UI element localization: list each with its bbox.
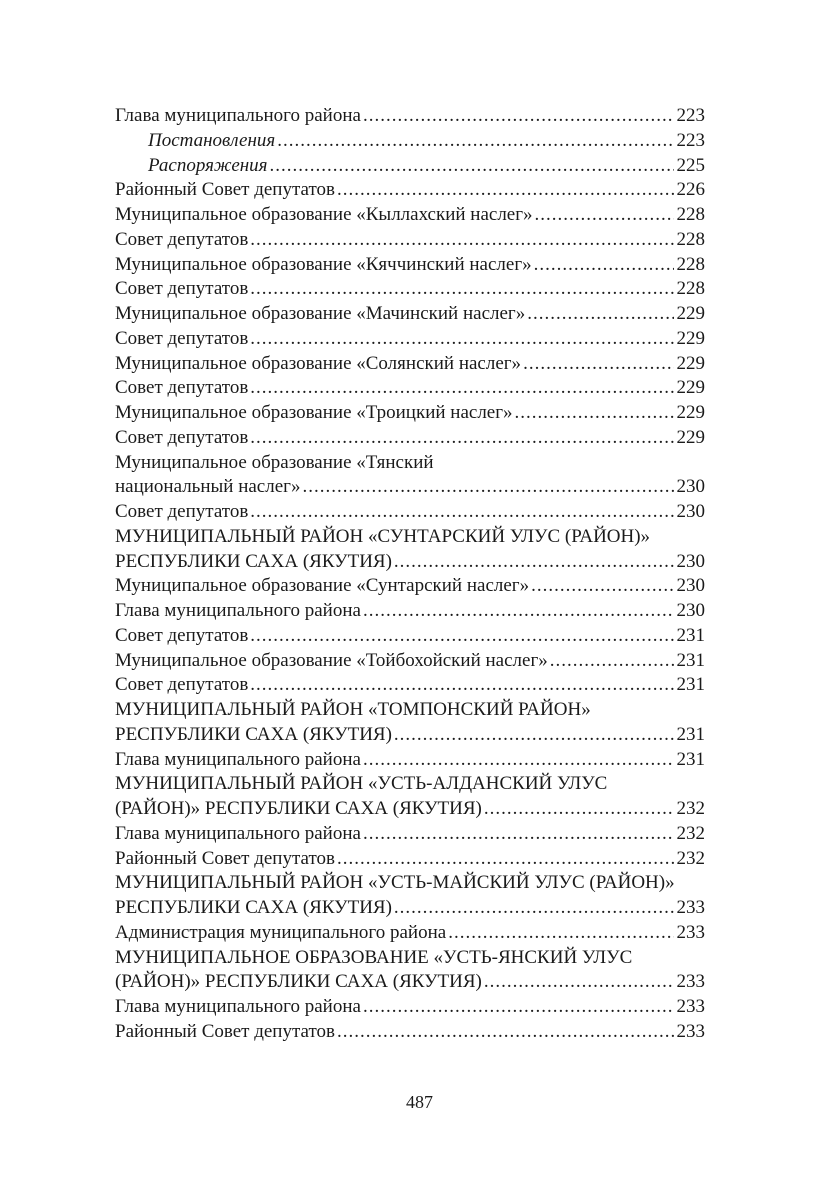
toc-entry-page: 231 — [676, 723, 705, 745]
toc-entry-page: 230 — [676, 550, 705, 572]
toc-entry-title: Муниципальное образование «Сунтарский наслег» — [115, 575, 530, 597]
toc-entry — [115, 896, 705, 921]
toc-entry-title: Совет депутатов — [115, 501, 249, 522]
dot-leader — [363, 748, 674, 773]
toc-entry-title: РЕСПУБЛИКИ САХА (ЯКУТИЯ) — [115, 723, 392, 745]
toc-entry — [115, 228, 705, 253]
dot-leader — [302, 475, 673, 500]
toc-entry-title: Совет депутатов — [115, 228, 249, 250]
toc-entry-title: Муниципальное образование «Мачинский наслег» — [115, 303, 526, 324]
toc-entry-page: 228 — [676, 278, 705, 300]
dot-leader — [550, 649, 674, 674]
toc-entry-page: 228 — [676, 253, 705, 275]
toc-entry-title: Районный Совет депутатов — [115, 847, 335, 869]
toc-entry-title: Муниципальное образование «Тойбохойский наслег» — [115, 649, 548, 671]
toc-entry-page: 223 — [676, 129, 705, 151]
toc-entry — [115, 129, 705, 154]
dot-leader — [394, 723, 674, 748]
toc-entry-page: 232 — [676, 822, 705, 844]
toc-entry — [115, 649, 705, 674]
toc-entry-title: Муниципальное образование «Кыллахский наслег» — [115, 204, 533, 225]
toc-entry-title: МУНИЦИПАЛЬНЫЙ РАЙОН «УСТЬ-МАЙСКИЙ УЛУС (РАЙОН)» — [115, 872, 675, 894]
dot-leader — [250, 327, 673, 352]
toc-entry — [115, 426, 705, 451]
toc-entry-title: (РАЙОН)» РЕСПУБЛИКИ САХА (ЯКУТИЯ) — [115, 971, 482, 993]
toc-entry-title: РЕСПУБЛИКИ САХА (ЯКУТИЯ) — [115, 550, 392, 572]
toc-entry-title: Совет депутатов — [115, 327, 249, 349]
toc-entry-page: 226 — [676, 179, 705, 201]
toc-entry-page: 231 — [676, 748, 705, 770]
toc-entry — [115, 822, 705, 847]
toc-entry — [115, 946, 705, 971]
toc-entry — [115, 178, 705, 203]
toc-entry-title: МУНИЦИПАЛЬНЫЙ РАЙОН «ТОМПОНСКИЙ РАЙОН» — [115, 699, 591, 720]
toc-entry-title: Глава муниципального района — [115, 996, 361, 1017]
toc-entry-title: национальный наслег» — [115, 476, 301, 498]
dot-leader — [250, 624, 673, 649]
toc-entry — [115, 624, 705, 649]
toc-entry-page: 229 — [676, 402, 705, 423]
toc-entry-page: 233 — [676, 971, 705, 993]
toc-entry-page: 232 — [676, 798, 705, 819]
toc-entry — [115, 723, 705, 748]
toc-entry-page: 233 — [676, 996, 705, 1017]
toc-entry-page: 230 — [676, 600, 705, 621]
dot-leader — [337, 1020, 674, 1045]
toc-entry-title: МУНИЦИПАЛЬНОЕ ОБРАЗОВАНИЕ «УСТЬ-ЯНСКИЙ УЛУС — [115, 946, 633, 968]
toc-entry-page: 229 — [676, 352, 705, 374]
toc-entry-title: РЕСПУБЛИКИ САХА (ЯКУТИЯ) — [115, 897, 392, 918]
toc-entry-title: Распоряжения — [148, 154, 268, 176]
toc-entry-page: 231 — [676, 674, 705, 696]
toc-entry — [115, 772, 705, 797]
page-number: 487 — [406, 1092, 433, 1112]
dot-leader — [531, 574, 673, 599]
toc-entry — [115, 277, 705, 302]
toc-entry-title: Муниципальное образование «Троицкий наслег» — [115, 402, 513, 423]
dot-leader — [523, 352, 673, 377]
toc-entry-title: Совет депутатов — [115, 624, 249, 646]
toc-entry — [115, 970, 705, 995]
toc-entry-title: Совет депутатов — [115, 377, 249, 399]
toc-entry-page: 232 — [676, 847, 705, 869]
toc-entry-title: Муниципальное образование «Тянский — [115, 451, 434, 473]
toc-entry-title: Глава муниципального района — [115, 105, 361, 126]
toc-entry — [115, 698, 705, 723]
toc-entry-page: 229 — [676, 426, 705, 448]
toc-entry — [115, 376, 705, 401]
toc-entry-title: Муниципальное образование «Кяччинский наслег» — [115, 253, 532, 275]
toc-entry — [115, 401, 705, 426]
dot-leader — [250, 277, 673, 302]
toc-entry — [115, 1020, 705, 1045]
toc-entry — [115, 921, 705, 946]
toc-entry-title: Муниципальное образование «Солянский наслег» — [115, 352, 522, 374]
toc-entry-page: 225 — [676, 154, 705, 176]
toc-entry-page: 228 — [676, 228, 705, 250]
dot-leader — [484, 970, 674, 995]
toc-entry-page: 233 — [676, 897, 705, 918]
toc-entry — [115, 327, 705, 352]
dot-leader — [363, 822, 674, 847]
toc-entry — [115, 995, 705, 1020]
toc-entry-title: Совет депутатов — [115, 278, 249, 300]
toc-entry-title: Совет депутатов — [115, 426, 249, 448]
toc-entry-page: 233 — [676, 1020, 705, 1042]
dot-leader — [337, 847, 674, 872]
toc-entry — [115, 154, 705, 179]
toc-entry-page: 231 — [676, 624, 705, 646]
dot-leader — [277, 129, 673, 154]
toc-entry-title: МУНИЦИПАЛЬНЫЙ РАЙОН «УСТЬ-АЛДАНСКИЙ УЛУС — [115, 773, 608, 795]
toc-entry-title: Глава муниципального района — [115, 600, 361, 621]
toc-entry — [115, 475, 705, 500]
dot-leader — [515, 401, 674, 426]
dot-leader — [270, 154, 674, 179]
toc-entry-title: Администрация муниципального района — [115, 921, 447, 943]
toc-entry-page: 230 — [676, 575, 705, 597]
toc-entry-title: Глава муниципального района — [115, 822, 361, 844]
toc-entry — [115, 748, 705, 773]
toc-entry — [115, 352, 705, 377]
dot-leader — [250, 228, 673, 253]
dot-leader — [250, 376, 673, 401]
toc-entry-title: Постановления — [148, 129, 276, 151]
toc-entry-page: 230 — [676, 476, 705, 498]
dot-leader — [250, 426, 673, 451]
dot-leader — [394, 896, 674, 921]
dot-leader — [394, 550, 674, 575]
dot-leader — [363, 104, 674, 129]
toc-entry-page: 229 — [676, 377, 705, 399]
toc-entry-page: 231 — [676, 649, 705, 671]
dot-leader — [363, 599, 674, 624]
toc-entry — [115, 599, 705, 624]
toc-entry-title: Районный Совет депутатов — [115, 1020, 335, 1042]
toc-entry-title: (РАЙОН)» РЕСПУБЛИКИ САХА (ЯКУТИЯ) — [115, 798, 482, 819]
toc-entry-page: 229 — [676, 303, 705, 324]
toc-entry-title: МУНИЦИПАЛЬНЫЙ РАЙОН «СУНТАРСКИЙ УЛУС (РАЙОН)» — [115, 525, 651, 547]
toc-entry — [115, 797, 705, 822]
toc-entry — [115, 253, 705, 278]
toc-entry — [115, 500, 705, 525]
toc-entry — [115, 550, 705, 575]
dot-leader — [250, 500, 673, 525]
toc-entry-title: Глава муниципального района — [115, 748, 361, 770]
toc-entry — [115, 574, 705, 599]
toc-entry-page: 230 — [676, 501, 705, 522]
toc-entry — [115, 451, 705, 476]
toc-entry — [115, 847, 705, 872]
toc-entry-page: 223 — [676, 105, 705, 126]
toc-entry-page: 229 — [676, 327, 705, 349]
dot-leader — [484, 797, 674, 822]
dot-leader — [250, 673, 673, 698]
dot-leader — [448, 921, 673, 946]
toc-entry — [115, 203, 705, 228]
dot-leader — [337, 178, 674, 203]
toc-entry-title: Совет депутатов — [115, 674, 249, 696]
dot-leader — [535, 203, 674, 228]
toc-entry — [115, 871, 705, 896]
toc-entry-page: 228 — [676, 204, 705, 225]
toc-entry-title: Районный Совет депутатов — [115, 179, 335, 201]
dot-leader — [534, 253, 674, 278]
toc-entry — [115, 673, 705, 698]
toc-entry — [115, 302, 705, 327]
toc-entry-page: 233 — [676, 921, 705, 943]
dot-leader — [363, 995, 674, 1020]
toc-entry — [115, 104, 705, 129]
dot-leader — [527, 302, 673, 327]
toc-entry — [115, 525, 705, 550]
table-of-contents — [115, 104, 705, 1045]
